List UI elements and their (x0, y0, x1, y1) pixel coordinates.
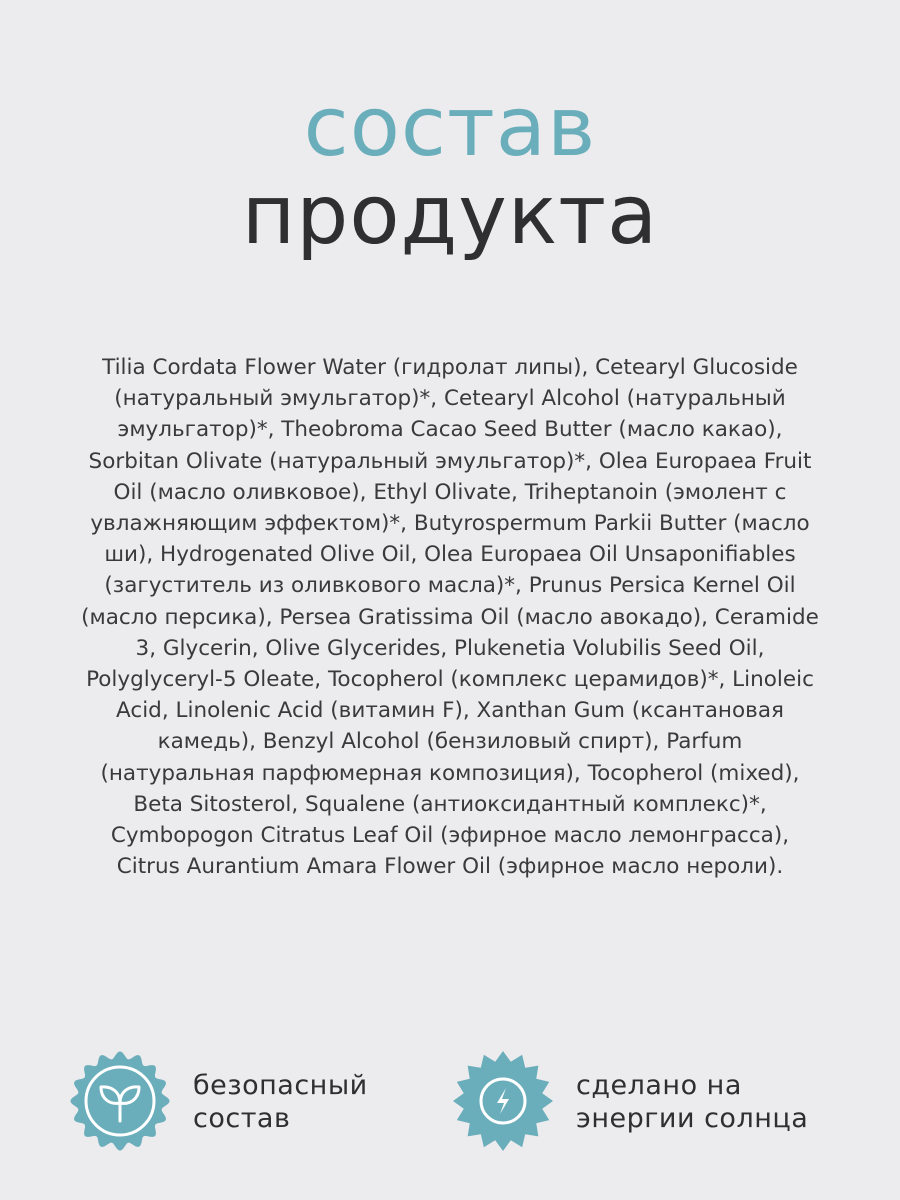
sun-energy-icon (453, 1051, 553, 1151)
badge-safe-line-2: состав (193, 1103, 291, 1134)
badge-solar-line-2: энергии солнца (576, 1103, 809, 1134)
badge-safe-line-1: безопасный (193, 1070, 368, 1101)
ingredients-list: Tilia Cordata Flower Water (гидролат липы), Cetearyl Glucoside (натуральный эмульгатор)*, Cetearyl Alcohol (натуральный эмульгатор)*, Theobroma Cacao Seed Butter (масло какао), Sorbitan Olivate (натуральный эмульгатор)*, Olea Europaea Fruit Oil (масло оливковое), Ethyl Olivate, Triheptanoin (эмолент с увлажняющим эффектом)*, Butyrospermum Parkii Butter (масло ши), Hydrogenated Olive Oil, Olea Europaea Oil Unsaponifiables (загуститель из оливкового масла)*, Prunus Persica Kernel Oil (масло персика), Persea Gratissima Oil (масло авокадо), Ceramide 3, Glycerin, Olive Glycerides, Plukenetia Volubilis Seed Oil, Polyglyceryl-5 Oleate, Tocopherol (комплекс церамидов)*, Linoleic Acid, Linolenic Acid (витамин F), Xanthan Gum (ксантановая камедь), Benzyl Alcohol (бензиловый спирт), Parfum (натуральная парфюмерная композиция), Tocopherol (mixed), Beta Sitosterol, Squalene (антиоксидантный комплекс)*, Cymbopogon Citratus Leaf Oil (эфирное масло лемонграсса), Citrus Aurantium Amara Flower Oil (эфирное масло нероли). (81, 355, 819, 880)
badge-safe-composition (193, 1069, 413, 1135)
badge-solar-line-1: сделано на (576, 1070, 742, 1101)
leaf-sprout-icon (70, 1051, 170, 1151)
title-line-1: состав (303, 80, 597, 175)
title-line-2: продукта (241, 168, 659, 263)
badge-solar-energy (576, 1069, 876, 1135)
